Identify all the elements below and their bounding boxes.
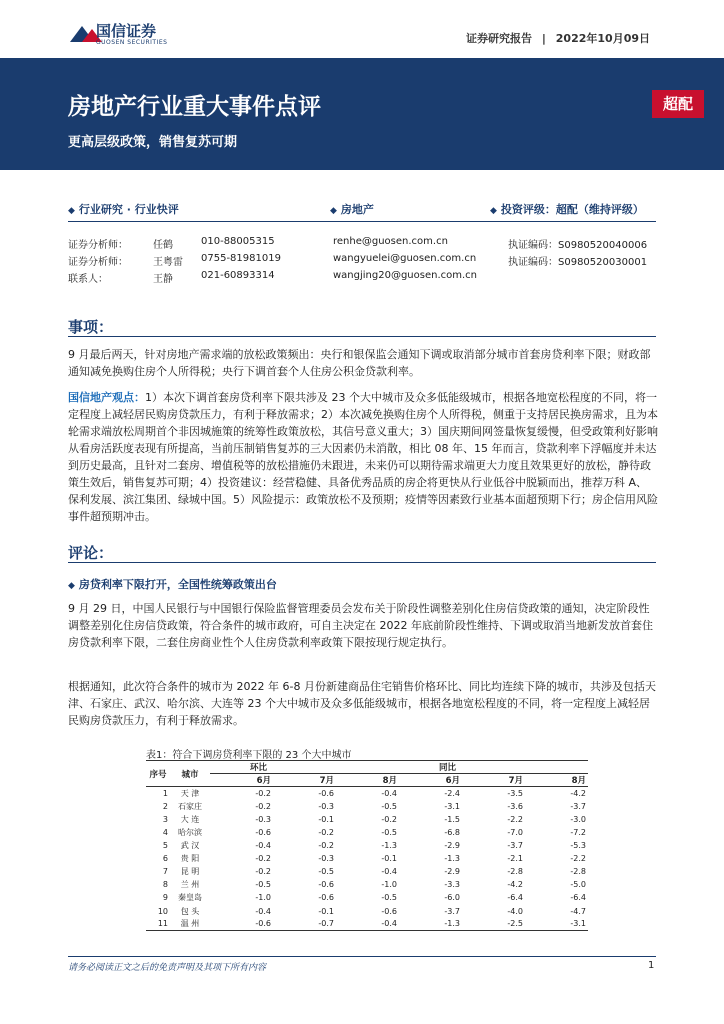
row-value: -0.6 (210, 918, 273, 931)
row-value: -7.2 (570, 828, 586, 838)
row-value: -2.2 (570, 854, 586, 864)
row-value: -2.9 (444, 841, 460, 851)
row-value: -1.3 (399, 918, 462, 931)
row-value: -2.5 (462, 918, 525, 931)
row-value: -3.1 (444, 801, 460, 811)
row-city: 秦皇岛 (178, 893, 202, 903)
row-value: -0.3 (255, 814, 271, 824)
group-yoy-header: 同比 (399, 761, 588, 774)
row-index: 10 (157, 906, 168, 916)
row-value: -5.3 (570, 841, 586, 851)
row-value: -0.1 (381, 854, 397, 864)
row-value: -0.2 (255, 788, 271, 798)
row-value: -6.0 (444, 893, 460, 903)
row-value: -0.1 (318, 906, 334, 916)
row-city: 温 州 (170, 918, 210, 931)
table-row (146, 839, 588, 852)
report-meta (466, 30, 650, 46)
row-value: -2.9 (444, 867, 460, 877)
row-city: 大 连 (180, 814, 200, 824)
row-index: 1 (162, 788, 168, 798)
row-value: -0.2 (255, 854, 271, 864)
row-value: -4.7 (570, 906, 586, 916)
row-value: -4.2 (570, 788, 586, 798)
row-value: -0.4 (336, 918, 399, 931)
row-value: -5.0 (570, 880, 586, 890)
row-value: -1.0 (381, 880, 397, 890)
table-row (146, 905, 588, 918)
page-header (0, 0, 724, 58)
row-value: -7.0 (507, 828, 523, 838)
table-row (146, 813, 588, 826)
month-header: 8月 (336, 774, 399, 787)
diamond-icon: ◆ (68, 581, 75, 591)
row-city: 石家庄 (178, 801, 202, 811)
events-divider (68, 336, 656, 337)
row-value: -0.1 (318, 814, 334, 824)
table-row (146, 918, 588, 931)
row-index: 9 (162, 893, 168, 903)
row-value: -0.6 (381, 906, 397, 916)
analyst-row: 证券分析师： 任鹤 010-88005315 renhe@guosen.com.cn 执证编码：S0980520040006 (68, 236, 648, 251)
logo-text-cn: 国信证券 (96, 22, 157, 40)
rating-badge: 超配 (652, 90, 704, 118)
row-value: -4.0 (507, 906, 523, 916)
report-date: 2022年10月09日 (555, 32, 650, 45)
row-index: 6 (162, 854, 168, 864)
row-index: 2 (162, 801, 168, 811)
row-value: -0.4 (255, 906, 271, 916)
row-value: -1.5 (444, 814, 460, 824)
events-heading: 事项： (68, 318, 114, 336)
row-value: -0.2 (255, 801, 271, 811)
table-month-row (146, 774, 588, 787)
row-value: -0.3 (318, 801, 334, 811)
comment-heading: 评论： (68, 544, 114, 562)
row-value: -2.8 (570, 867, 586, 877)
row-value: -6.4 (570, 893, 586, 903)
row-value: -0.6 (255, 828, 271, 838)
month-header: 7月 (462, 774, 525, 787)
row-value: -0.5 (381, 893, 397, 903)
row-value: -3.7 (444, 906, 460, 916)
page-number: 1 (648, 960, 655, 971)
row-value: -0.2 (318, 841, 334, 851)
comment-paragraph-1: 9 月 29 日，中国人民银行与中国银行保险监督管理委员会发布关于阶段性调整差别化住房信贷政策的通知，决定阶段性调整差别化住房信贷政策，符合条件的城市政府，可自主决定在 2022 年底前阶段性维持、下调或取消当地新发放首套住房贷款利率下限，二套住房商业性个人住房贷款利率政策下限按现行规定执行。 (68, 602, 653, 649)
events-paragraph: 9 月最后两天，针对房地产需求端的放松政策频出：央行和银保监会通知下调或取消部分城市首套房贷利率下限；财政部通知减免换购住房个人所得税；央行下调首套个人住房公积金贷款利率。 (68, 348, 651, 378)
category-divider (68, 221, 656, 222)
row-index: 4 (162, 828, 168, 838)
row-value: -3.1 (525, 918, 588, 931)
row-value: -3.0 (570, 814, 586, 824)
month-header: 7月 (273, 774, 336, 787)
category-sector: ◆ 房地产 (330, 203, 374, 216)
row-city: 兰 州 (180, 880, 200, 890)
comment-divider (68, 562, 656, 563)
row-value: -0.6 (318, 880, 334, 890)
row-city: 武 汉 (180, 841, 200, 851)
row-value: -3.6 (507, 801, 523, 811)
guosen-view-label: 国信地产观点： (68, 391, 145, 404)
row-value: -6.8 (444, 828, 460, 838)
footer-disclaimer: 请务必阅读正文之后的免责声明及其项下所有内容 (68, 963, 267, 973)
table-caption: 表1：符合下调房贷利率下限的 23 个大中城市 (146, 750, 352, 761)
row-value: -6.4 (507, 893, 523, 903)
table-row (146, 800, 588, 813)
analyst-row: 联系人： 王静 021-60893314 wangjing20@guosen.com.cn (68, 270, 478, 285)
footer-divider (68, 956, 656, 957)
diamond-icon: ◆ (68, 206, 75, 216)
city-price-table (146, 760, 588, 931)
analyst-row: 证券分析师： 王粤雷 0755-81981019 wangyuelei@guosen.com.cn 执证编码：S0980520030001 (68, 253, 648, 268)
row-index: 5 (162, 841, 168, 851)
row-index: 8 (162, 880, 168, 890)
row-value: -2.8 (507, 867, 523, 877)
row-value: -3.3 (444, 880, 460, 890)
table-row (146, 865, 588, 878)
row-value: -3.7 (570, 801, 586, 811)
comment-paragraph-2: 根据通知，此次符合条件的城市为 2022 年 6-8 月份新建商品住宅销售价格环比、同比均连续下降的城市，共涉及包括天津、石家庄、武汉、哈尔滨、大连等 23 个大中城市及众多低能级城市，根据各地宽松程度的不同，将一定程度上减轻居民购房贷款压力，有利于释放需求。 (68, 680, 656, 727)
col-index-header: 序号 (146, 761, 170, 787)
row-value: -0.2 (318, 828, 334, 838)
row-value: -0.5 (318, 867, 334, 877)
row-value: -3.7 (507, 841, 523, 851)
month-header: 6月 (399, 774, 462, 787)
row-value: -0.4 (381, 788, 397, 798)
row-city: 包 头 (180, 906, 200, 916)
table-row (146, 878, 588, 891)
diamond-icon: ◆ (330, 206, 337, 216)
category-research-type: ◆ 行业研究 · 行业快评 (68, 203, 179, 216)
row-value: -0.4 (255, 841, 271, 851)
row-index: 7 (162, 867, 168, 877)
guosen-view-text: 1）本次下调首套房贷利率下限共涉及 23 个大中城市及众多低能级城市，根据各地宽松程度的不同，将一定程度上减轻居民购房贷款压力，有利于释放需求；2）本次减免换购住房个人所得税，侧重于支持居民换房需求，且为本轮需求端放松周期首个非因城施策的统筹性政策放松，其信号意义重大；3）国庆期间网签量恢复缓慢，但受政策利好影响从看房活跃度表现有所提高，当前压制销售复苏的三大因素仍未消散，相比 08 年、15 年而言，贷款利率下浮幅度并未达到历史最高，且针对二套房、增值税等的放松措施仍未跟进，未来仍可以期待需求端更大力度且效果更好的放松，静待政策生效后，销售复苏可期；4）投资建议：经营稳健、具备优秀品质的房企将更快从行业低谷中脱颖而出，推荐万科 A、保利发展、滨江集团、绿城中国。5）风险提示：政策放松不及预期；疫情等因素致行业基本面超预期下行；房企信用风险事件超预期冲击。 (68, 391, 658, 523)
row-index: 3 (162, 814, 168, 824)
row-value: -3.5 (507, 788, 523, 798)
comment-subheading: ◆ 房贷利率下限打开，全国性统筹政策出台 (68, 578, 277, 591)
row-value: -1.3 (444, 854, 460, 864)
row-value: -0.6 (318, 893, 334, 903)
row-value: -0.5 (381, 801, 397, 811)
month-header: 8月 (525, 774, 588, 787)
row-city: 哈尔滨 (178, 828, 202, 838)
table-row (146, 891, 588, 904)
row-index: 11 (146, 918, 170, 931)
row-value: -2.2 (507, 814, 523, 824)
row-value: -0.2 (381, 814, 397, 824)
row-value: -0.6 (318, 788, 334, 798)
report-type: 证券研究报告 (466, 32, 533, 45)
row-city: 贵 阳 (180, 854, 200, 864)
row-value: -2.1 (507, 854, 523, 864)
row-value: -2.4 (444, 788, 460, 798)
table-row (146, 826, 588, 839)
report-subtitle: 更高层级政策，销售复苏可期 (68, 135, 238, 150)
row-value: -4.2 (507, 880, 523, 890)
row-value: -0.3 (318, 854, 334, 864)
table-header-row (146, 761, 588, 774)
guosen-view-paragraph (68, 389, 658, 525)
row-value: -0.2 (255, 867, 271, 877)
meta-separator: | (541, 32, 546, 45)
row-value: -0.7 (273, 918, 336, 931)
table-row (146, 787, 588, 800)
table-row (146, 852, 588, 865)
row-value: -1.0 (255, 893, 271, 903)
row-value: -0.5 (255, 880, 271, 890)
row-city: 天 津 (180, 788, 200, 798)
row-value: -0.5 (381, 828, 397, 838)
col-city-header: 城市 (170, 761, 210, 787)
group-mom-header: 环比 (210, 761, 399, 774)
report-title: 房地产行业重大事件点评 (68, 94, 321, 120)
row-value: -1.3 (381, 841, 397, 851)
title-banner (0, 58, 724, 170)
category-rating: ◆ 投资评级：超配（维持评级） (490, 203, 644, 216)
row-city: 昆 明 (180, 867, 200, 877)
row-value: -0.4 (381, 867, 397, 877)
logo-text-en: GUOSEN SECURITIES (96, 39, 168, 46)
month-header: 6月 (210, 774, 273, 787)
diamond-icon: ◆ (490, 206, 497, 216)
